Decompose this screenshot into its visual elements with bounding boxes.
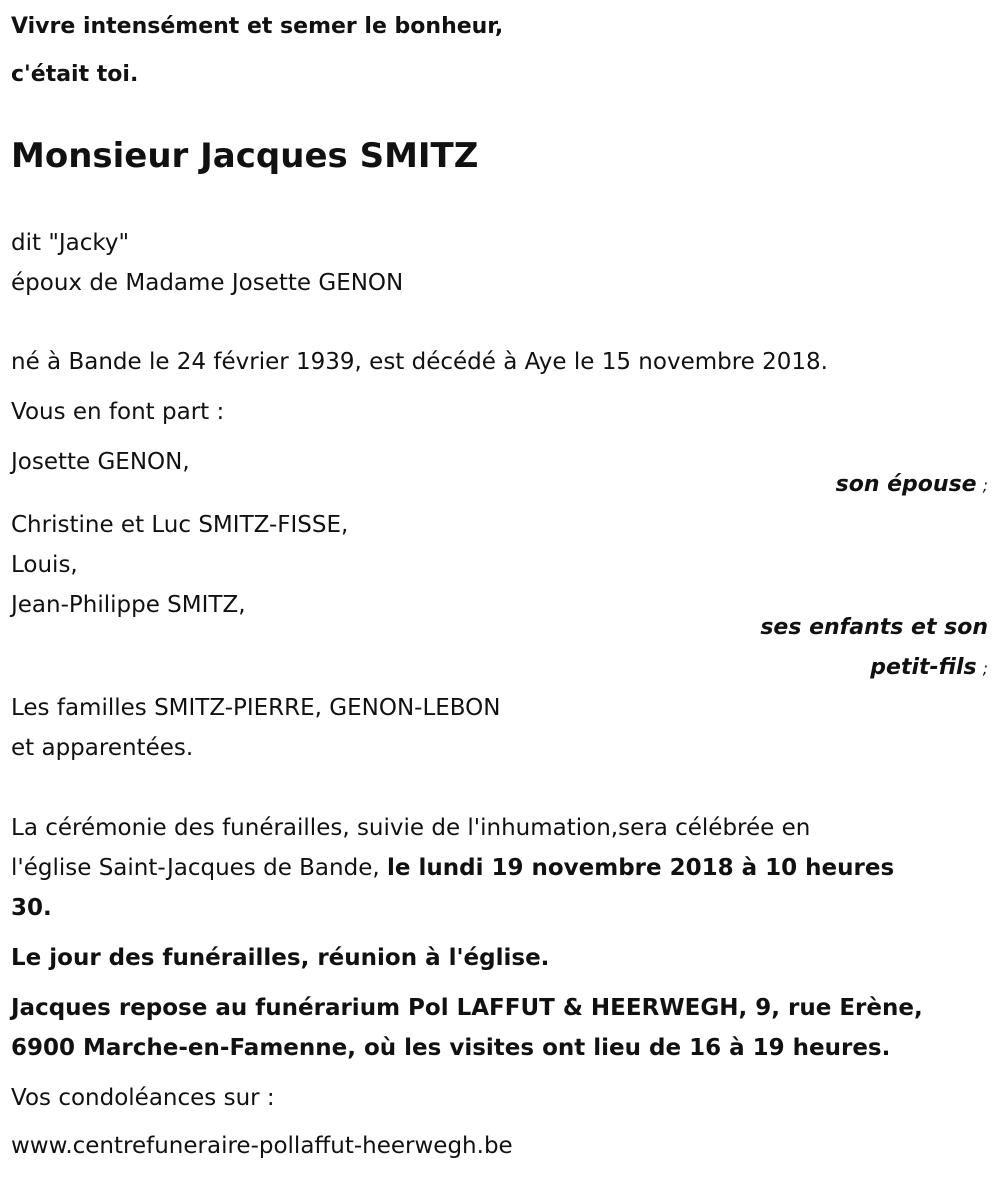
spouse-relation [836,470,988,501]
ceremony-place: l'église Saint-Jacques de Bande, [11,855,387,881]
ceremony-line-2 [11,853,894,883]
rest-line-2: 6900 Marche-en-Famenne, où les visites ont lieu de 16 à 19 heures. [11,1035,891,1061]
children-relation-line-1: ses enfants et son [760,615,988,640]
gathering-line: Le jour des funérailles, réunion à l'église. [11,945,550,971]
children-relation-line-2 [870,653,988,684]
birth-death-line: né à Bande le 24 février 1939, est décédé à Aye le 15 novembre 2018. [11,349,828,375]
child-line-1: Christine et Luc SMITZ-FISSE, [11,512,349,538]
spouse-of-line: époux de Madame Josette GENON [11,270,404,296]
deceased-name: Monsieur Jacques SMITZ [11,136,479,176]
ceremony-date: le lundi 19 novembre 2018 à 10 heures [386,855,895,881]
rest-line-1: Jacques repose au funérarium Pol LAFFUT & HEERWEGH, 9, rue Erène, [11,995,923,1021]
child-line-2: Louis, [11,552,78,578]
deceased-nickname: dit "Jacky" [11,230,130,256]
ceremony-line-1: La cérémonie des funérailles, suivie de l'inhumation,sera célébrée en [11,815,811,841]
spouse-relation-separator: ; [982,476,988,495]
ceremony-line-3: 30. [11,895,52,921]
children-relation-separator: ; [982,659,988,678]
spouse-name: Josette GENON, [11,449,190,475]
child-line-3: Jean-Philippe SMITZ, [11,592,246,618]
epitaph-line-2: c'était toi. [11,62,139,87]
epitaph-line-1: Vivre intensément et semer le bonheur, [11,14,504,39]
spouse-relation-label: son épouse [835,472,977,497]
families-line-1: Les familles SMITZ-PIERRE, GENON-LEBON [11,695,501,721]
announcers-intro: Vous en font part : [11,399,225,425]
condolences-label: Vos condoléances sur : [11,1085,275,1111]
children-relation-label: petit-fils [870,655,977,680]
families-line-2: et apparentées. [11,735,194,761]
condolences-website-link[interactable]: www.centrefuneraire-pollaffut-heerwegh.be [11,1133,513,1159]
